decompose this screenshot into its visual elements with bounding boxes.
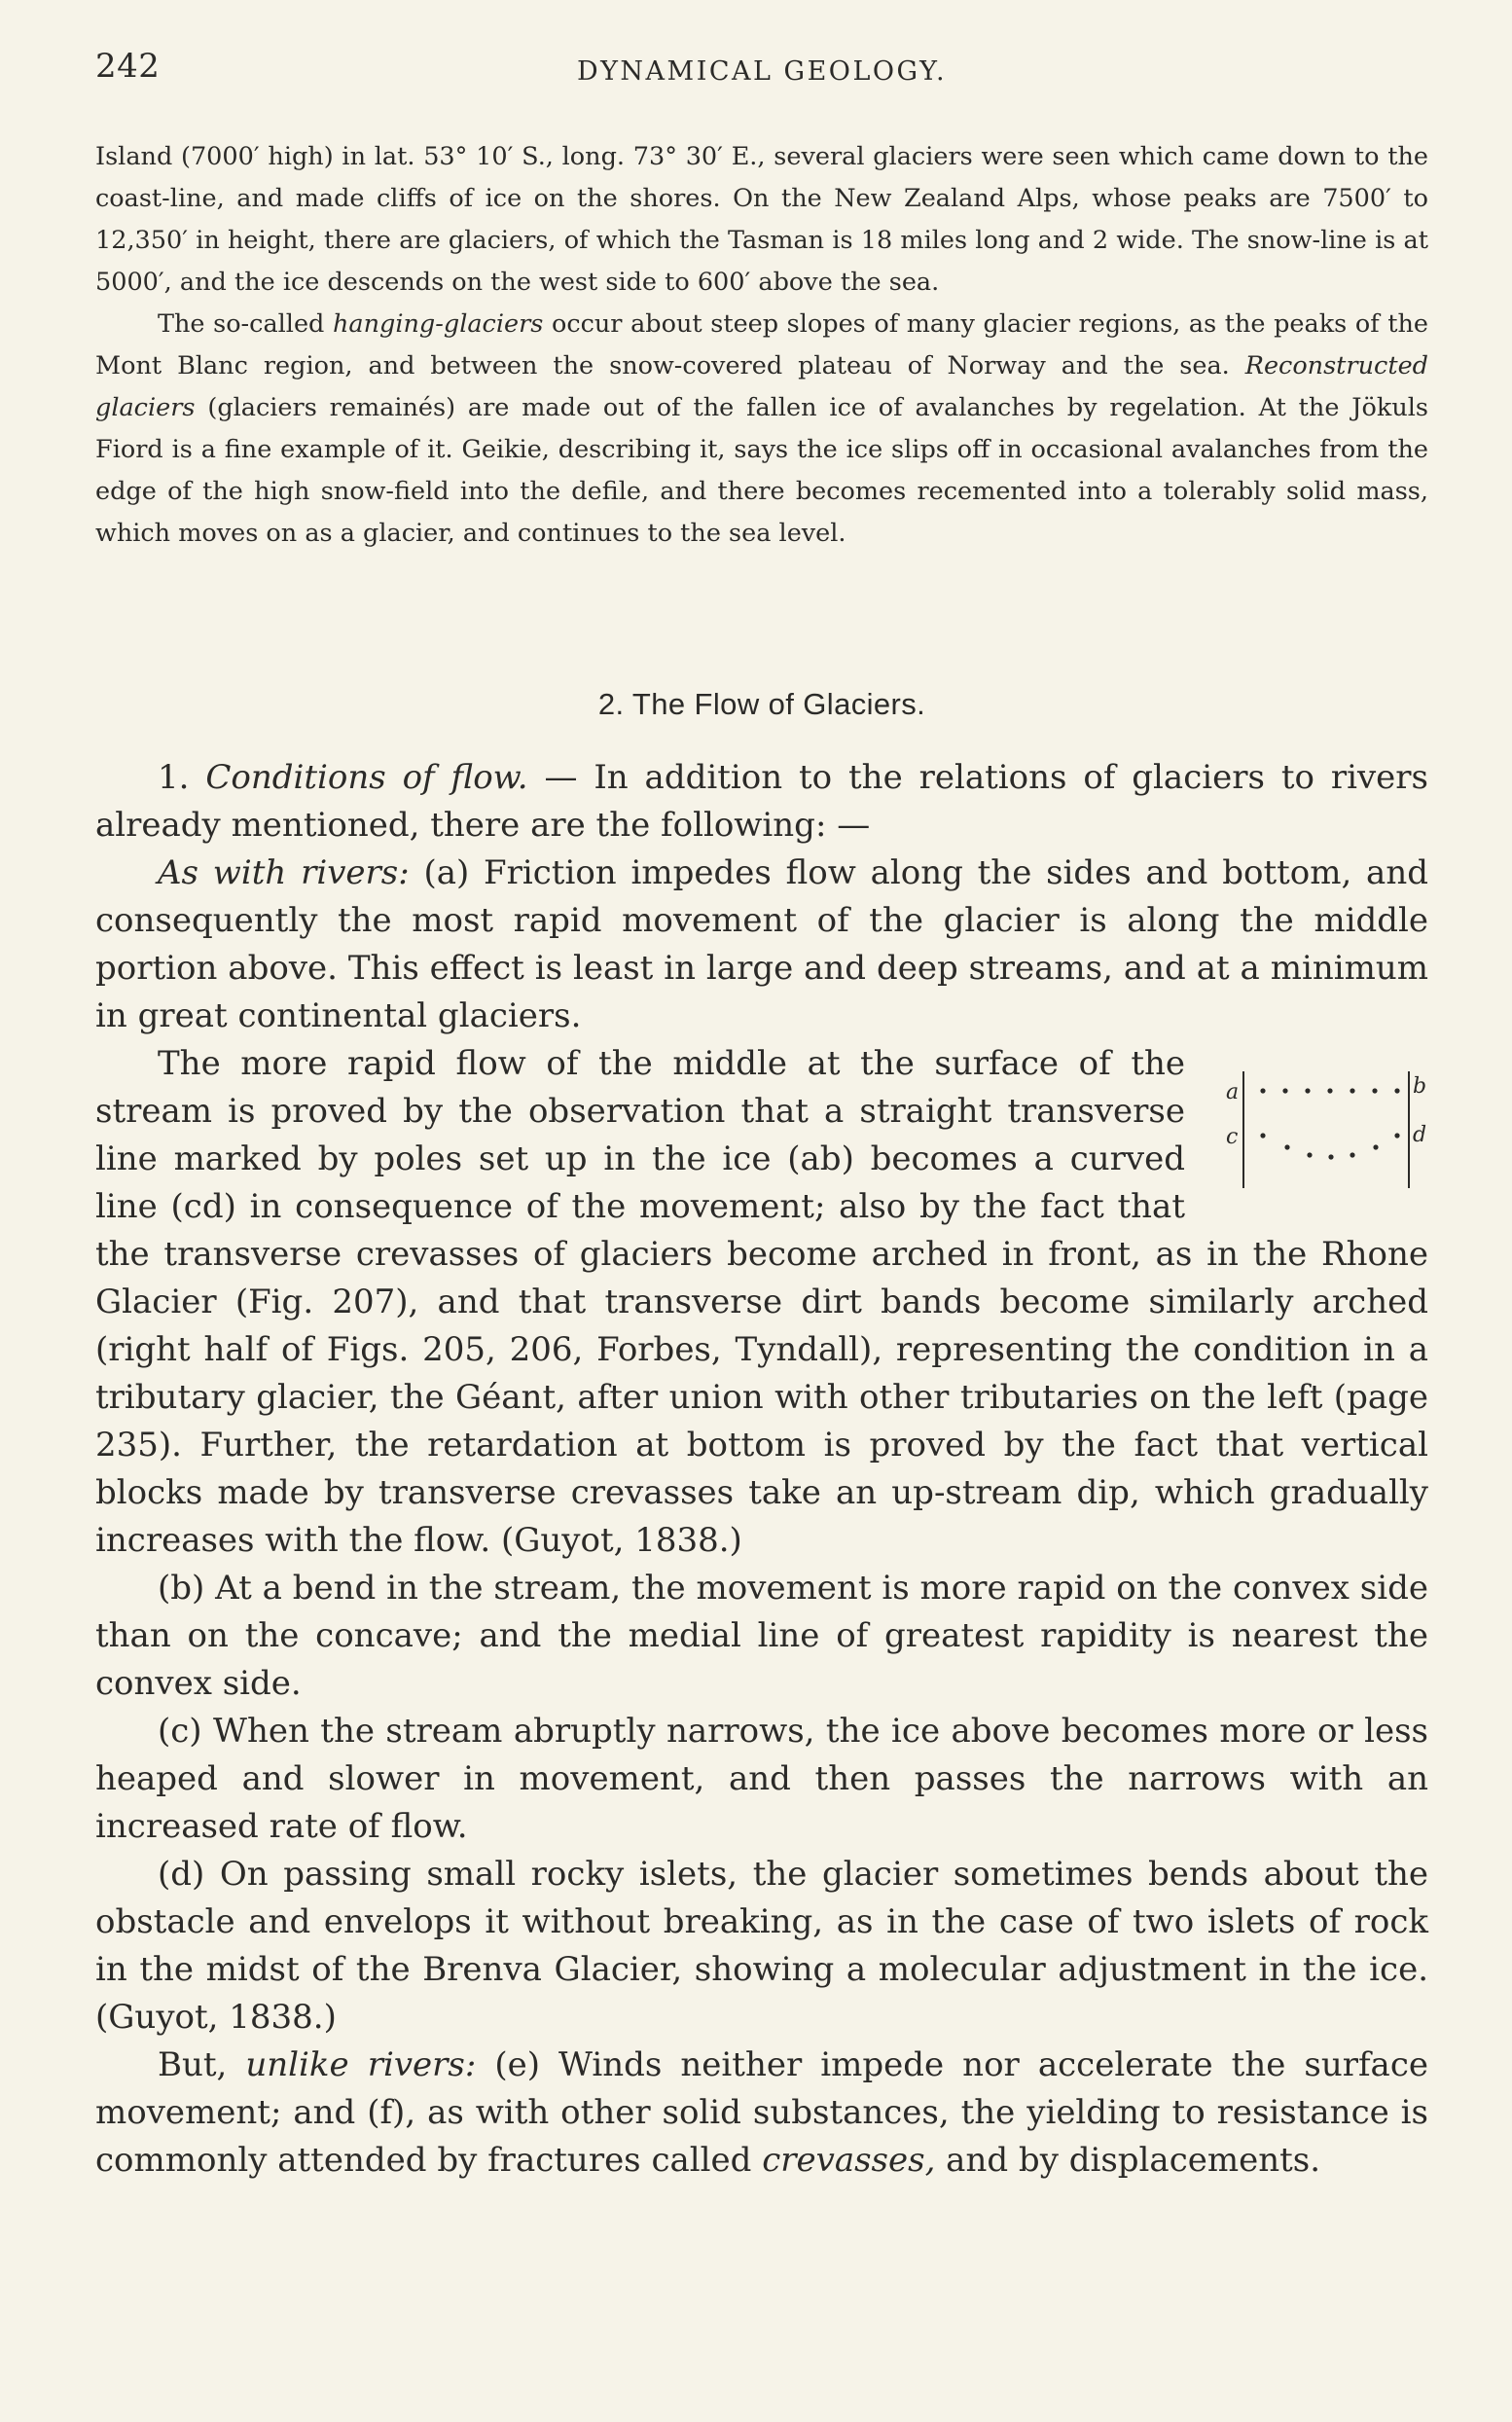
figure-label-d: d [1413, 1123, 1427, 1147]
main-text-block [95, 754, 1428, 2185]
page-number: 242 [95, 47, 161, 86]
paragraph-narrows: (c) When the stream abruptly narrows, the ice above becomes more or less heaped and slower in movement, and then passes the narrows with an increased rate of flow. [95, 1712, 1428, 1846]
paragraph-hanging-glaciers: The so-called hanging-glaciers occur about steep slopes of many glacier regions, as the peaks of the Mont Blanc region, and between the snow-covered plateau of Norway and the sea. Reconstructed glaciers (glaciers remainés) are made out of the fallen ice of avalanches by regelation. At the Jökuls Fiord is a fine example of it. Geikie, describing it, says the ice slips off in occasional avalanches from the edge of the high snow-field into the defile, and there becomes recemented into a tolerably solid mass, which moves on as a glacier, and continues to the sea level. [95, 309, 1428, 548]
figure-ab-cd-diagram [1205, 1052, 1428, 1215]
term-hanging-glaciers: hanging-glaciers [332, 309, 544, 339]
paragraph-rapid-flow: a b c d The more rapid flow of the middle at the surface of the stream is proved by the observation that a straight transverse line marked by poles set up in the ice (ab) becomes a curved line (cd) in consequence of the movement; also by the fact that the transverse crevasses of glaciers become arched in front, as in the Rhone Glacier (Fig. 207), and that transverse dirt bands become similarly arched (right half of Figs. 205, 206, Forbes, Tyndall), representing the condition in a tributary glacier, the Géant, after union with other tributaries on the left (page 235). Further, the retardation at bottom is proved by the fact that vertical blocks made by transverse crevasses take an up-stream dip, which gradually increases with the flow. (Guyot, 1838.) [95, 1044, 1428, 1560]
paragraph-tasman-glaciers: Island (7000′ high) in lat. 53° 10′ S., long. 73° 30′ E., several glaciers were seen which came down to the coast-line, and made cliffs of ice on the shores. On the New Zealand Alps, whose peaks are 7500′ to 12,350′ in height, there are glaciers, of which the Tasman is 18 miles long and 2 wide. The snow-line is at 5000′, and the ice descends on the west side to 600′ above the sea. [95, 142, 1428, 297]
paragraph-as-with-rivers: As with rivers: (a) Friction impedes flow along the sides and bottom, and consequently the most rapid movement of the glacier is along the middle portion above. This effect is least in large and deep streams, and at a minimum in great continental glaciers. [95, 853, 1428, 1035]
page-header [95, 47, 1428, 91]
glacier-flow-figure [1205, 1052, 1428, 1215]
paragraph-bend-in-stream: (b) At a bend in the stream, the movement is more rapid on the convex side than on the concave; and the medial line of greatest rapidity is nearest the convex side. [95, 1569, 1428, 1703]
figure-label-c: c [1226, 1125, 1239, 1149]
figure-label-b: b [1413, 1074, 1427, 1099]
straight-pole-line-ab [1260, 1088, 1399, 1093]
running-head: DYNAMICAL GEOLOGY. [576, 56, 948, 87]
figure-label-a: a [1226, 1080, 1240, 1104]
paragraph-conditions-of-flow: 1. Conditions of flow. — In addition to the relations of glaciers to rivers already mentioned, there are the following: — [95, 758, 1428, 845]
paragraph-rocky-islets: (d) On passing small rocky islets, the glacier sometimes bends about the obstacle and envelops it without breaking, as in the case of two islets of rock in the midst of the Brenva Glacier, showing a molecular adjustment in the ice. (Guyot, 1838.) [95, 1855, 1428, 2037]
section-heading: 2. The Flow of Glaciers. [597, 687, 926, 721]
paragraph-unlike-rivers: But, unlike rivers: (e) Winds neither impede nor accelerate the surface movement; and (f), as with other solid substances, the yielding to resistance is commonly attended by fractures called crevasses, and by displacements. [95, 2045, 1428, 2180]
continued-text-block [95, 136, 1428, 555]
term-crevasses: crevasses, [762, 2141, 936, 2180]
term-reconstructed-glaciers: Reconstructed glaciers [95, 351, 1428, 422]
curved-pole-line-cd [1260, 1133, 1399, 1159]
